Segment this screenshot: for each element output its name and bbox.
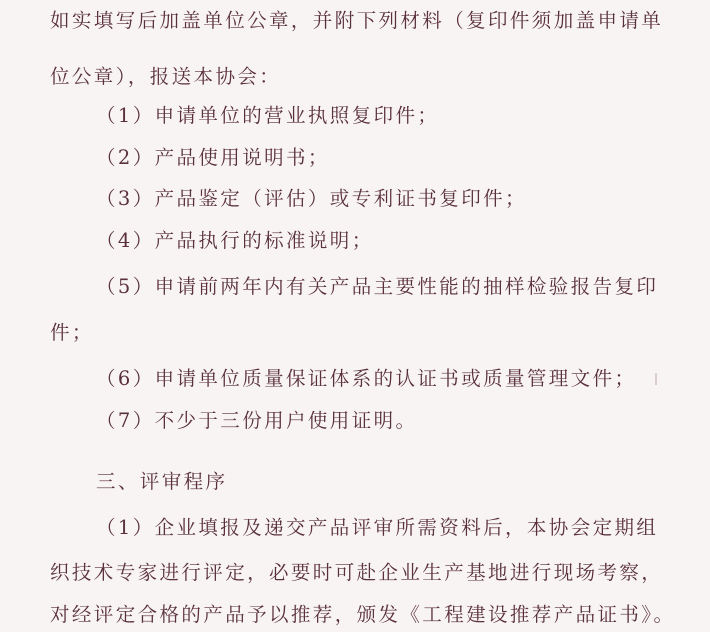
material-item-5: （5）申请前两年内有关产品主要性能的抽样检验报告复印	[96, 275, 659, 298]
scan-artifact	[655, 373, 657, 385]
procedure-line-1: （1）企业填报及递交产品评审所需资料后，本协会定期组	[96, 516, 659, 539]
material-item-7: （7）不少于三份用户使用证明。	[96, 409, 418, 432]
intro-line-2: 位公章），报送本协会：	[50, 65, 282, 88]
material-item-2: （2）产品使用说明书；	[96, 146, 330, 169]
material-item-6: （6）申请单位质量保证体系的认证书或质量管理文件；	[96, 367, 637, 390]
intro-line-1: 如实填写后加盖单位公章，并附下列材料（复印件须加盖申请单	[50, 9, 664, 32]
material-item-4: （4）产品执行的标准说明；	[96, 229, 374, 252]
procedure-line-3: 对经评定合格的产品予以推荐，颁发《工程建设推荐产品证书》。	[50, 603, 676, 626]
procedure-line-2: 织技术专家进行评定，必要时可赴企业生产基地进行现场考察，	[50, 561, 664, 584]
material-item-3: （3）产品鉴定（评估）或专利证书复印件；	[96, 187, 527, 210]
material-item-5-continuation: 件；	[50, 321, 94, 344]
material-item-1: （1）申请单位的营业执照复印件；	[96, 104, 440, 127]
section-heading: 三、评审程序	[96, 470, 228, 493]
